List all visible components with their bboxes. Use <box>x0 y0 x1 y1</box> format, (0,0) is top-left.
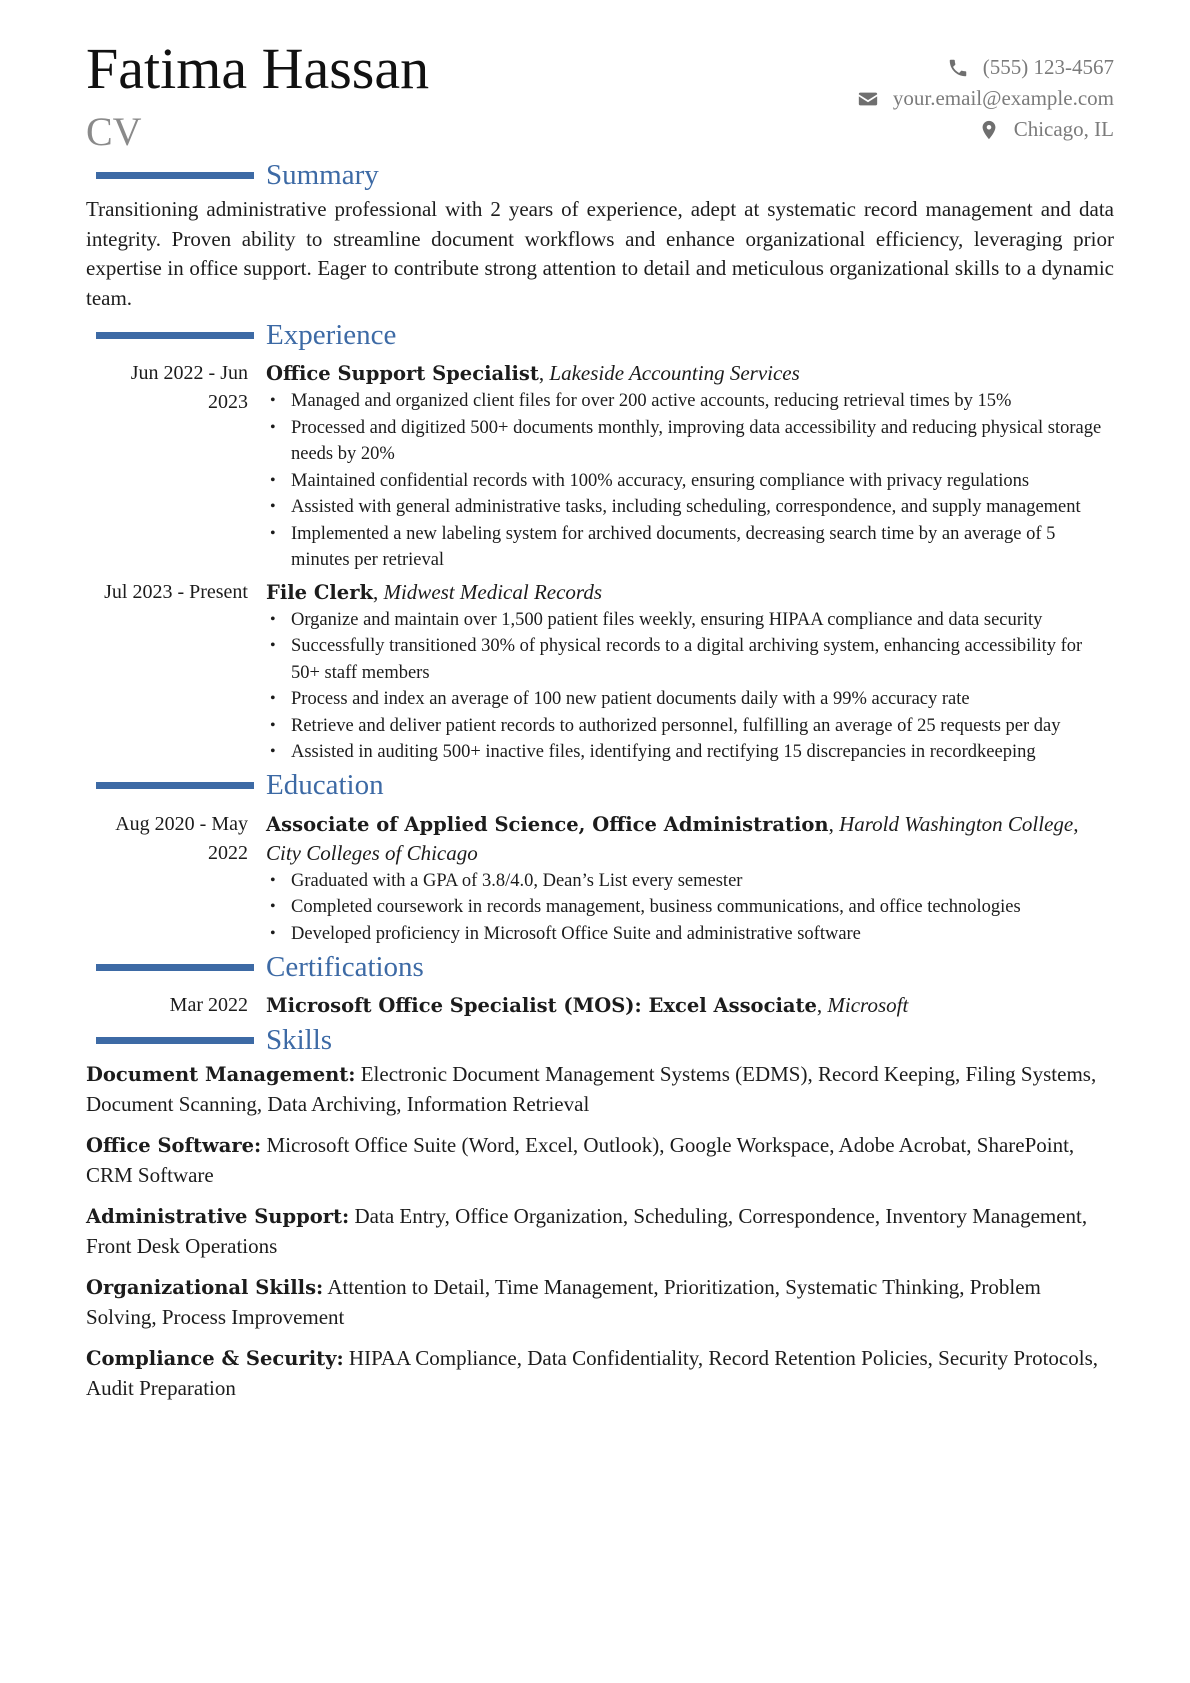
contact-email <box>857 83 1114 114</box>
section-title: Certifications <box>266 950 424 983</box>
bullet-list <box>266 607 1114 766</box>
bullet-item: • Processed and digitized 500+ documents monthly, improving data accessibility and reducing physical storage needs by 20% <box>266 415 1114 468</box>
entry-title: Associate of Applied Science, Office Administration <box>266 812 829 836</box>
section-rule <box>96 782 254 789</box>
skill-category: Document Management: <box>86 1063 356 1086</box>
entry-body <box>266 810 1114 948</box>
skill-line <box>86 1131 1114 1190</box>
summary-text: Transitioning administrative professional with 2 years of experience, adept at systematic record management and data integrity. Proven ability to streamline document workflows and enhance organizational efficiency, leveraging prior expertise in office support. Eager to contribute strong attention to detail and meticulous organizational skills to a dynamic team. <box>86 197 1114 310</box>
bullet-item: • Developed proficiency in Microsoft Office Suite and administrative software <box>266 921 1114 948</box>
entry-date: Mar 2022 <box>169 994 248 1016</box>
bullet-item: • Assisted in auditing 500+ inactive files, identifying and rectifying 15 discrepancies in recordkeeping <box>266 739 1114 766</box>
bullet-item: • Organize and maintain over 1,500 patient files weekly, ensuring HIPAA compliance and data security <box>266 607 1114 634</box>
skill-category: Administrative Support: <box>86 1205 350 1228</box>
entry-body <box>266 359 1114 574</box>
person-name: Fatima Hassan <box>86 36 430 101</box>
bullet-item: • Maintained confidential records with 100% accuracy, ensuring compliance with privacy regulations <box>266 468 1114 495</box>
bullet-item: • Successfully transitioned 30% of physical records to a digital archiving system, enhancing accessibility for 50+ staff members <box>266 633 1114 686</box>
phone-icon <box>947 57 969 79</box>
entry-organization: Microsoft <box>827 993 909 1017</box>
skill-category: Office Software: <box>86 1134 262 1157</box>
section-header-skills <box>86 1020 1114 1060</box>
section-header-experience <box>86 315 1114 355</box>
section-title: Education <box>266 769 384 801</box>
bullet-item: • Completed coursework in records management, business communications, and office technologies <box>266 894 1114 921</box>
bullet-item: • Retrieve and deliver patient records to authorized personnel, fulfilling an average of 25 requests per day <box>266 713 1114 740</box>
education-list <box>86 810 1114 948</box>
section-rule <box>96 172 254 179</box>
section-title: Experience <box>266 318 397 351</box>
bullet-list <box>266 868 1114 948</box>
bullet-item: • Implemented a new labeling system for archived documents, decreasing search time by an average of 5 minutes per retrieval <box>266 521 1114 574</box>
bullet-list <box>266 388 1114 574</box>
bullet-item: • Assisted with general administrative tasks, including scheduling, correspondence, and supply management <box>266 494 1114 521</box>
entry-organization: Midwest Medical Records <box>383 579 602 604</box>
skill-items: Microsoft Office Suite (Word, Excel, Outlook), Google Workspace, Adobe Acrobat, SharePoint, CRM Software <box>86 1133 1075 1187</box>
bullet-item: • Managed and organized client files for over 200 active accounts, reducing retrieval times by 15% <box>266 388 1114 415</box>
entry-date: Jun 2022 - Jun 2023 <box>130 362 248 413</box>
map-marker-icon <box>978 119 1000 141</box>
location-text: Chicago, IL <box>1013 117 1114 141</box>
entry-body <box>266 991 1114 1020</box>
entry-organization: Harold Washington College, City Colleges of Chicago <box>266 811 1079 865</box>
skill-line <box>86 1202 1114 1261</box>
entry-title: Office Support Specialist <box>266 362 539 385</box>
entry-heading: Associate of Applied Science, Office Administration, Harold Washington College, City Colleges of Chicago <box>266 811 1079 865</box>
skill-items: Electronic Document Management Systems (EDMS), Record Keeping, Filing Systems, Document Scanning, Data Archiving, Information Retrieval <box>86 1062 1097 1116</box>
section-rule <box>96 332 254 339</box>
contact-block <box>857 52 1114 145</box>
envelope-icon <box>857 88 879 110</box>
entry-body <box>266 578 1114 766</box>
entry-title: Microsoft Office Specialist (MOS): Excel Associate <box>266 994 817 1017</box>
entry-organization: Lakeside Accounting Services <box>549 361 800 385</box>
skills-list <box>86 1060 1114 1403</box>
cv-body <box>86 155 1114 1415</box>
section-header-summary <box>86 155 1114 195</box>
entry-date: Aug 2020 - May 2022 <box>115 812 248 864</box>
experience-list <box>86 359 1114 766</box>
skill-category: Organizational Skills: <box>86 1276 324 1299</box>
bullet-item: • Graduated with a GPA of 3.8/4.0, Dean’s List every semester <box>266 868 1114 895</box>
section-header-certifications <box>86 947 1114 987</box>
entry-heading: Office Support Specialist, Lakeside Accounting Services <box>266 361 800 385</box>
entry <box>86 810 1114 948</box>
contact-phone <box>857 52 1114 83</box>
skill-line <box>86 1060 1114 1119</box>
skill-category: Compliance & Security: <box>86 1347 344 1370</box>
skill-items: HIPAA Compliance, Data Confidentiality, Record Retention Policies, Security Protocols, Audit Preparation <box>86 1346 1098 1400</box>
section-rule <box>96 1037 254 1044</box>
phone-link[interactable]: (555) 123-4567 <box>982 55 1114 79</box>
entry <box>86 359 1114 574</box>
skill-items: Data Entry, Office Organization, Scheduling, Correspondence, Inventory Management, Front Desk Operations <box>86 1204 1088 1258</box>
entry-title: File Clerk <box>266 580 373 604</box>
entry <box>86 991 1114 1020</box>
document-subtitle: CV <box>86 109 142 154</box>
entry <box>86 578 1114 766</box>
email-link[interactable]: your.email@example.com <box>892 86 1114 110</box>
contact-location <box>857 114 1114 145</box>
skill-items: Attention to Detail, Time Management, Prioritization, Systematic Thinking, Problem Solving, Process Improvement <box>86 1275 1041 1329</box>
section-title: Skills <box>266 1023 333 1056</box>
entry-heading: File Clerk, Midwest Medical Records <box>266 579 602 604</box>
skill-line <box>86 1344 1114 1403</box>
certification-list <box>86 991 1114 1020</box>
section-rule <box>96 964 254 971</box>
entry-heading: Microsoft Office Specialist (MOS): Excel Associate, Microsoft <box>266 993 909 1017</box>
skill-line <box>86 1273 1114 1332</box>
section-title: Summary <box>266 158 379 191</box>
entry-date: Jul 2023 - Present <box>104 580 248 603</box>
bullet-item: • Process and index an average of 100 new patient documents daily with a 99% accuracy rate <box>266 686 1114 713</box>
section-header-education <box>86 766 1114 806</box>
